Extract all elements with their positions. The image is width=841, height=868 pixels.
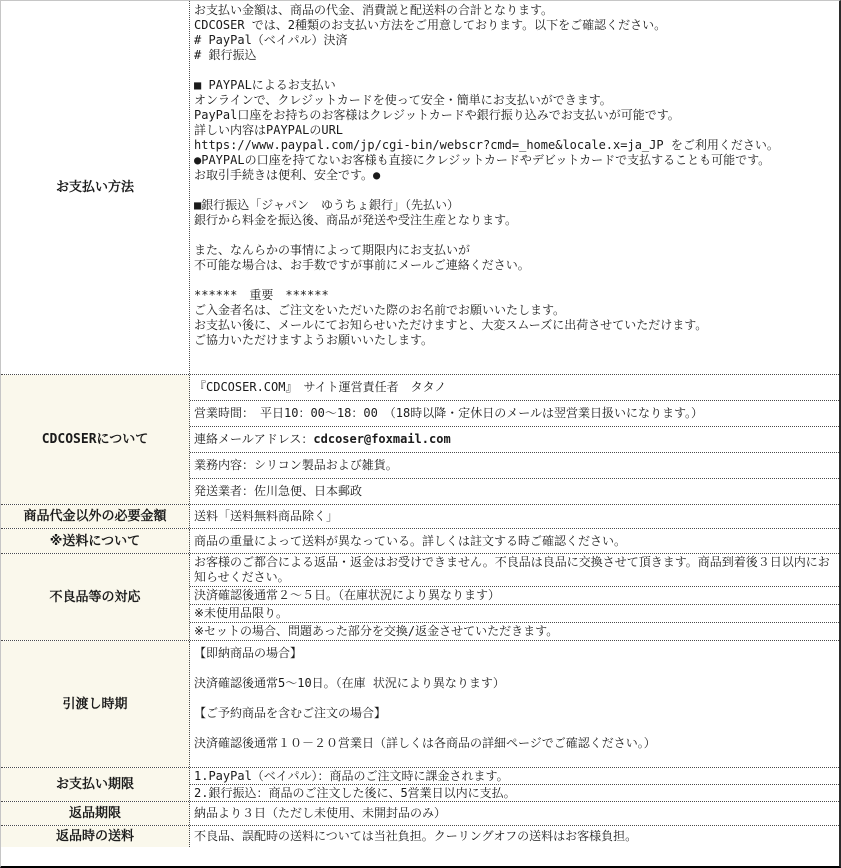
table-row xyxy=(1,554,839,641)
text-line: お支払い金額は、商品の代金、消費説と配送料の合計となります。 xyxy=(194,3,554,17)
text-line xyxy=(194,691,837,706)
row-header: 商品代金以外の必要金額 xyxy=(1,505,190,528)
row-header: ※送料について xyxy=(1,529,190,553)
row-cell xyxy=(190,605,839,623)
text-line: ご協力いただけますようお願いいたします。 xyxy=(194,333,434,347)
text-line xyxy=(194,661,837,676)
text-line xyxy=(194,228,837,243)
text-line: # 銀行振込 xyxy=(194,48,257,62)
table-row xyxy=(1,641,839,768)
text-line: CDCOSER では、2種類のお支払い方法をご用意しております。以下をご確認ください。 xyxy=(194,18,667,32)
text-line: 発送業者：佐川急便、日本郵政 xyxy=(194,484,363,498)
table-row xyxy=(1,375,839,505)
row-cells xyxy=(190,529,839,553)
text-line: 『CDCOSER.COM』 サイト運営責任者 タタノ xyxy=(194,380,447,394)
row-cell xyxy=(190,529,839,553)
info-table xyxy=(1,1,839,847)
table-row xyxy=(1,505,839,529)
text-line: お取引手続きは便利、安全です。● xyxy=(194,168,381,182)
row-cells xyxy=(190,554,839,640)
text-line: ※セットの場合、問題あった部分を交換/返金させていただきます。 xyxy=(194,624,559,638)
row-cell xyxy=(190,479,839,504)
row-cells xyxy=(190,1,839,374)
row-cell xyxy=(190,427,839,453)
row-cell xyxy=(190,505,839,528)
row-cells xyxy=(190,826,839,847)
text-line: PayPal口座をお持ちのお客様はクレジットカードや銀行振り込みでお支払いが可能です。 xyxy=(194,108,680,122)
row-cell xyxy=(190,826,839,847)
row-cells xyxy=(190,802,839,825)
text-line: ご入金者名は、ご注文をいただいた際のお名前でお願いいたします。 xyxy=(194,303,566,317)
text-segment: 連絡メールアドレス： xyxy=(194,432,314,446)
text-line: 1.PayPal（ベイパル）：商品のご注文時に課金されます。 xyxy=(194,769,509,783)
text-line: ■ PAYPALによるお支払い xyxy=(194,78,336,92)
table-row xyxy=(1,768,839,802)
text-line: お客様のご都合による返品・返金はお受けできません。不良品は良品に交換させて頂きます。商品到着後３日以内にお知らせください。 xyxy=(194,555,830,584)
text-line xyxy=(194,273,837,288)
row-header: お支払い方法 xyxy=(1,1,190,374)
row-header: CDCOSERについて xyxy=(1,375,190,504)
row-cells xyxy=(190,375,839,504)
text-line: 不良品、誤配時の送料については当社負担。クーリングオフの送料はお客様負担。 xyxy=(194,829,638,843)
table-row xyxy=(1,802,839,826)
text-line: 納品より３日（ただし未使用、未開封品のみ） xyxy=(194,806,447,820)
row-cell xyxy=(190,641,839,767)
email-address: cdcoser@foxmail.com xyxy=(313,432,451,446)
table-row xyxy=(1,1,839,375)
text-line: 業務内容：シリコン製品および雑貨。 xyxy=(194,458,398,472)
row-cell xyxy=(190,768,839,785)
row-cell xyxy=(190,375,839,401)
row-cell xyxy=(190,554,839,587)
text-line: https://www.paypal.com/jp/cgi-bin/webscr?cmd=_home&locale.x=ja_JP をご利用ください。 xyxy=(194,138,779,152)
row-cell xyxy=(190,453,839,479)
text-line: 決済確認後通常5～10日。（在庫 状況により異なります） xyxy=(194,676,505,690)
row-cell xyxy=(190,587,839,605)
text-line: 【即納商品の場合】 xyxy=(194,646,303,660)
text-line: 【ご予約商品を含むご注文の場合】 xyxy=(194,706,387,720)
text-line xyxy=(194,63,837,78)
row-cell xyxy=(190,785,839,801)
row-cells xyxy=(190,641,839,767)
row-cells xyxy=(190,505,839,528)
text-line: 決済確認後通常１０－２０営業日（詳しくは各商品の詳細ページでご確認ください。） xyxy=(194,736,656,750)
text-line: 営業時間： 平日10：00～18：00 （18時以降・定休日のメールは翌営業日扱いになります。） xyxy=(194,406,704,420)
text-line: 決済確認後通常２～５日。（在庫状況により異なります） xyxy=(194,588,501,602)
text-line: # PayPal（ベイパル）決済 xyxy=(194,33,348,47)
text-line: ■銀行振込「ジャパン ゆうちょ銀行」（先払い） xyxy=(194,198,459,212)
row-cell xyxy=(190,623,839,640)
text-line: 不可能な場合は、お手数ですが事前にメールご連絡ください。 xyxy=(194,258,530,272)
text-line: 商品の重量によって送料が異なっている。詳しくは註文する時ご確認ください。 xyxy=(194,534,627,548)
text-line: 銀行から料金を振込後、商品が発送や受注生産となります。 xyxy=(194,213,518,227)
row-header: 返品時の送料 xyxy=(1,826,190,847)
text-line: 詳しい内容はPAYPALのURL xyxy=(194,123,344,137)
text-line: また、なんらかの事情によって期限内にお支払いが xyxy=(194,243,471,257)
table-row xyxy=(1,826,839,847)
row-header: お支払い期限 xyxy=(1,768,190,801)
row-header: 引渡し時期 xyxy=(1,641,190,767)
row-header: 不良品等の対応 xyxy=(1,554,190,640)
text-line: お支払い後に、メールにてお知らせいただけますと、大変スムーズに出荷させていただけます。 xyxy=(194,318,708,332)
row-cell xyxy=(190,1,839,374)
text-line: 2.銀行振込：商品のご注文した後に、5営業日以内に支払。 xyxy=(194,786,516,800)
row-cells xyxy=(190,768,839,801)
text-line: ●PAYPALの口座を持てないお客様も直接にクレジットカードやデビットカードで支払することも可能です。 xyxy=(194,153,771,167)
text-line: 送料「送料無料商品除く」 xyxy=(194,509,339,523)
text-line xyxy=(194,721,837,736)
text-line xyxy=(194,432,837,447)
row-header: 返品期限 xyxy=(1,802,190,825)
text-line: ※未使用品限り。 xyxy=(194,606,289,620)
text-line: ****** 重要 ****** xyxy=(194,288,329,302)
row-cell xyxy=(190,802,839,825)
row-cell xyxy=(190,401,839,427)
text-line: オンラインで、クレジットカードを使って安全・簡単にお支払いができます。 xyxy=(194,93,612,107)
text-line xyxy=(194,183,837,198)
table-row xyxy=(1,529,839,554)
